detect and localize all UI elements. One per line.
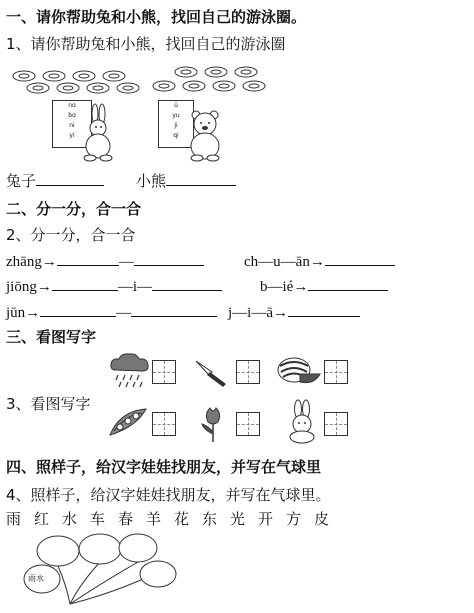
cloud-rain-icon [108,352,152,388]
character-item[interactable]: 花 [174,510,190,528]
merge-item-start: j—i—ā→ [228,305,288,321]
answer-blank[interactable] [134,253,204,266]
split-item-jiong [6,278,222,296]
bear-sign-line: ü [174,102,178,109]
character-list [6,508,342,529]
answer-blank[interactable] [52,278,118,291]
flower-bud-icon [198,404,228,444]
answer-blank[interactable] [288,304,360,317]
bear-label: 小熊 [136,172,167,190]
split-item-start: jūn→ [6,305,41,321]
question-1: 1、请你帮助兔和小熊，找回自己的游泳圈 [6,35,286,53]
character-item[interactable]: 车 [90,510,106,528]
rabbit-answer-blank[interactable] [36,173,104,186]
split-item-zhang [6,253,204,271]
section-2-heading: 二、分一分，合一合 [6,200,142,218]
character-item[interactable]: 东 [202,510,218,528]
bear-sign-line: ji [174,122,178,129]
rabbit-icon [282,400,322,444]
swim-rings-left [10,68,150,98]
bear-answer-blank[interactable] [166,173,236,186]
balloon[interactable] [140,561,176,587]
section-1-heading: 一、请你帮助兔和小熊，找回自己的游泳圈。 [6,8,307,26]
rabbit-sign-line: yi [69,132,75,139]
balloon[interactable] [37,536,79,566]
split-item-dash: — [118,254,134,270]
bear-sign-line: yu [172,112,180,119]
peas-icon [106,405,150,441]
split-item-jun [6,304,217,322]
answer-blank[interactable] [40,304,116,317]
character-item[interactable]: 开 [258,510,274,528]
character-item[interactable]: 方 [286,510,302,528]
rabbit-sign-line: ni [69,122,75,129]
split-item-start: jiōng→ [6,279,52,295]
rabbit-answer [6,170,104,191]
write-box[interactable] [236,412,260,436]
write-box[interactable] [324,360,348,384]
split-item-dash: — [116,305,132,321]
balloon[interactable] [119,534,157,562]
rabbit-label: 兔子 [6,172,37,190]
balloon[interactable] [79,534,121,564]
answer-blank[interactable] [131,304,217,317]
merge-item-start: ch—u—ān→ [244,254,325,270]
merge-item-jia [228,304,360,322]
answer-blank[interactable] [57,253,119,266]
knife-icon [194,358,230,388]
character-item[interactable]: 羊 [146,510,162,528]
question-2: 2、分一分，合一合 [6,226,136,244]
rabbit-illustration [62,108,122,163]
answer-blank[interactable] [308,278,388,291]
split-item-dash: —i— [117,279,153,295]
write-box[interactable] [152,360,176,384]
section-3-heading: 三、看图写字 [6,328,97,346]
split-item-start: zhāng→ [6,254,57,270]
write-box[interactable] [236,360,260,384]
question-3: 3、看图写字 [6,395,91,413]
bear-illustration [182,110,232,162]
bear-answer [136,170,236,191]
character-item[interactable]: 水 [62,510,78,528]
write-box[interactable] [324,412,348,436]
rabbit-sign-line: bɑ [68,112,76,119]
character-item[interactable]: 皮 [314,510,330,528]
answer-blank[interactable] [325,253,395,266]
answer-blank[interactable] [152,278,222,291]
question-4: 4、照样子，给汉字娃娃找朋友，并写在气球里。 [6,486,331,504]
character-item[interactable]: 光 [230,510,246,528]
bear-sign-line: qi [173,132,179,139]
merge-item-bie [260,278,388,296]
rabbit-sign-line: nɑ [68,102,76,109]
section-4-heading: 四、照样子，给汉字娃娃找朋友，并写在气球里 [6,458,322,476]
balloon-group [20,534,180,612]
example-balloon-text: 雨水 [28,574,44,583]
character-item[interactable]: 雨 [6,510,22,528]
merge-item-start: b—ié→ [260,279,309,295]
swim-rings-right [150,64,290,98]
character-item[interactable]: 红 [34,510,50,528]
character-item[interactable]: 春 [118,510,134,528]
merge-item-chuan [244,253,395,271]
watermelon-icon [276,356,322,386]
write-box[interactable] [152,412,176,436]
